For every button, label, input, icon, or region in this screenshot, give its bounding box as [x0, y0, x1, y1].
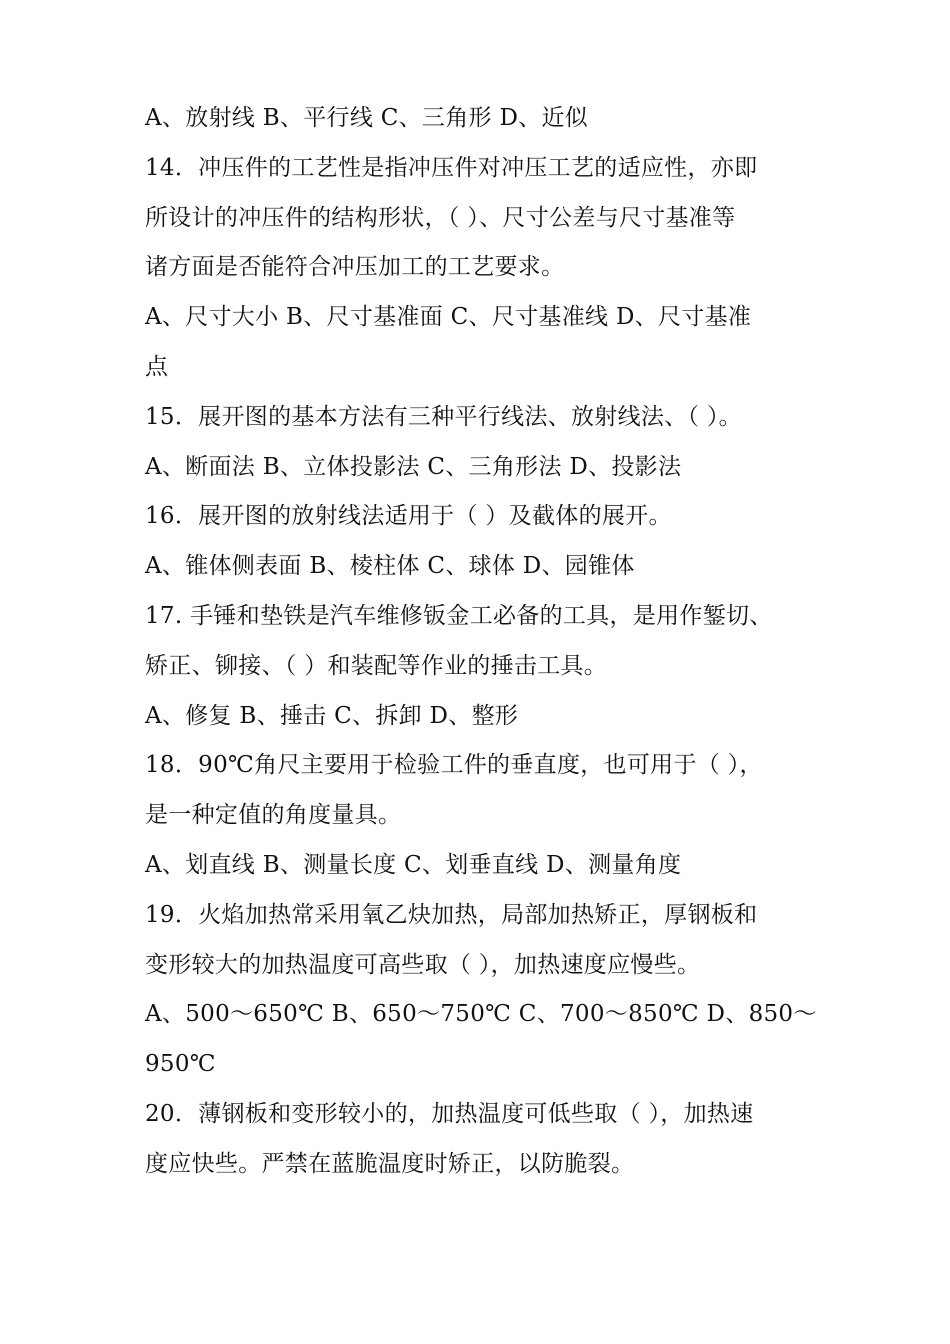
- options-line: A、尺寸大小 B、尺寸基准面 C、尺寸基准线 D、尺寸基准: [145, 304, 752, 331]
- options-line: A、500～650℃ B、650～750℃ C、700～850℃ D、850～: [145, 1001, 817, 1028]
- document-body: [145, 94, 815, 1190]
- question-18-line: 18．90℃角尺主要用于检验工件的垂直度，也可用于（ ），: [145, 752, 763, 779]
- text-line: 矫正、铆接、（ ）和装配等作业的捶击工具。: [145, 652, 608, 679]
- question-16-line: 16．展开图的放射线法适用于（ ）及截体的展开。: [145, 503, 672, 530]
- question-20-line: 20．薄钢板和变形较小的，加热温度可低些取（ ），加热速: [145, 1100, 754, 1127]
- text-line: 变形较大的加热温度可高些取（ ），加热速度应慢些。: [145, 951, 701, 978]
- question-15-line: 15．展开图的基本方法有三种平行线法、放射线法、（ ）。: [145, 403, 742, 430]
- text-line: A、放射线 B、平行线 C、三角形 D、近似: [145, 105, 589, 131]
- text-line: 点: [145, 353, 169, 380]
- text-line: 950℃: [145, 1051, 216, 1078]
- text-line: 诸方面是否能符合冲压加工的工艺要求。: [145, 254, 565, 281]
- options-line: A、锥体侧表面 B、棱柱体 C、球体 D、园锥体: [145, 553, 635, 580]
- options-line: A、断面法 B、立体投影法 C、三角形法 D、投影法: [145, 453, 682, 480]
- question-14-line: 14．冲压件的工艺性是指冲压件对冲压工艺的适应性，亦即: [145, 154, 758, 181]
- text-line: 是一种定值的角度量具。: [145, 802, 402, 829]
- text-line: 所设计的冲压件的结构形状，（ ）、尺寸公差与尺寸基准等: [145, 204, 736, 231]
- options-line: A、划直线 B、测量长度 C、划垂直线 D、测量角度: [145, 851, 682, 878]
- question-19-line: 19．火焰加热常采用氧乙炔加热，局部加热矫正，厚钢板和: [145, 901, 758, 928]
- question-17-line: 17. 手锤和垫铁是汽车维修钣金工必备的工具，是用作錾切、: [145, 602, 773, 629]
- text-line: 度应快些。严禁在蓝脆温度时矫正，以防脆裂。: [145, 1150, 635, 1177]
- options-line: A、修复 B、捶击 C、拆卸 D、整形: [145, 702, 519, 729]
